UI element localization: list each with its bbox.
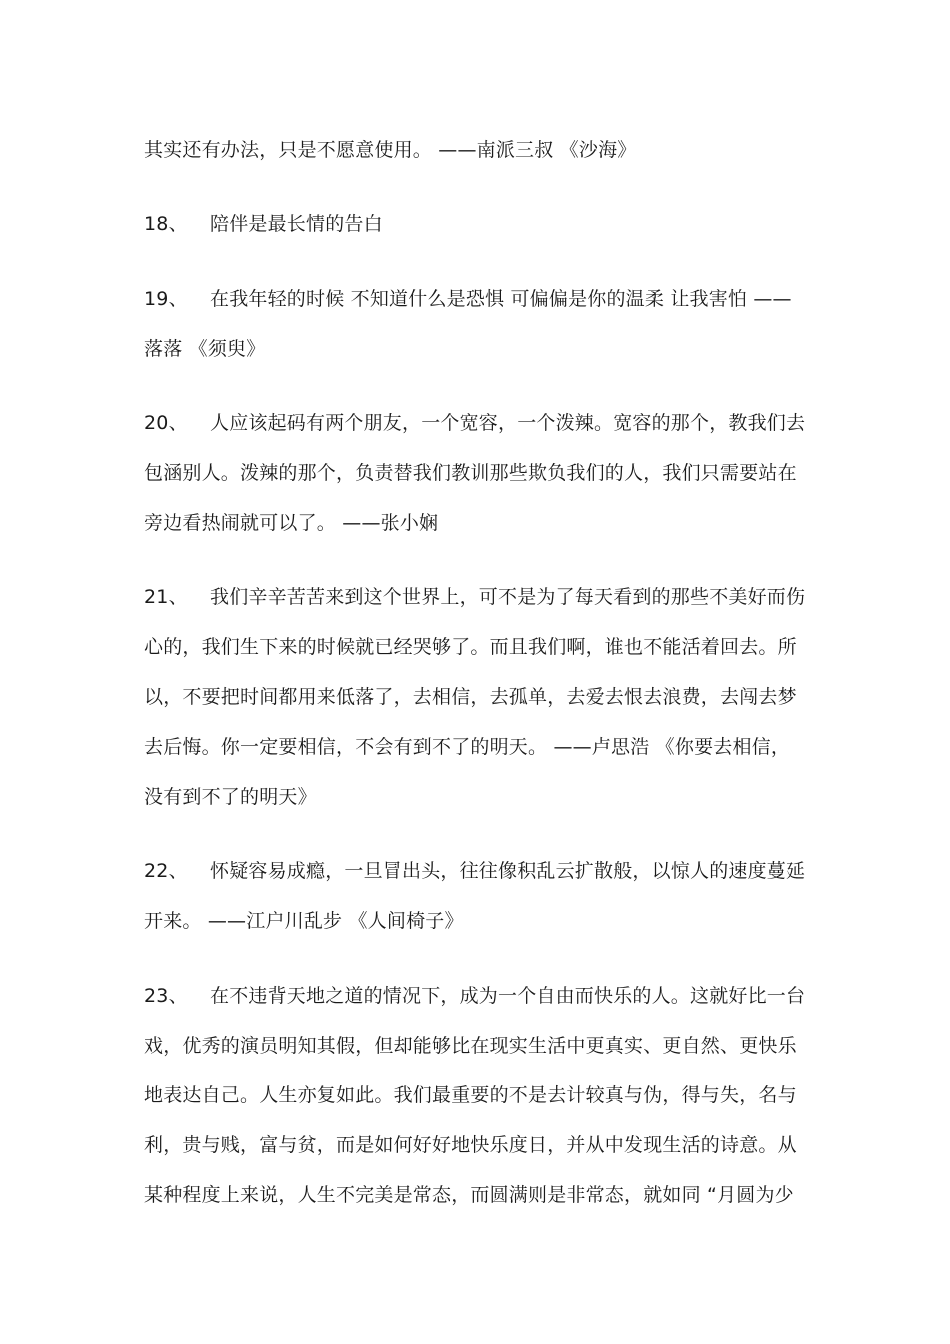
line-text: 陪伴是最长情的告白 (210, 213, 383, 235)
line-text: 去后悔。你一定要相信，不会有到不了的明天。 ——卢思浩 《你要去相信， (144, 736, 791, 758)
item-number: 22、 (144, 860, 188, 882)
line-text: 利，贵与贱，富与贫，而是如何好好地快乐度日，并从中发现生活的诗意。从 (144, 1134, 797, 1156)
text-line (144, 1083, 824, 1107)
list-item-18 (144, 212, 824, 236)
item-number: 20、 (144, 412, 188, 434)
text-line (144, 1034, 824, 1058)
item-number: 23、 (144, 985, 188, 1007)
list-item-22 (144, 859, 824, 883)
line-text: 没有到不了的明天》 (144, 786, 317, 808)
line-text: 以，不要把时间都用来低落了，去相信，去孤单，去爱去恨去浪费，去闯去梦 (144, 686, 797, 708)
line-text: 旁边看热闹就可以了。 ——张小娴 (144, 512, 439, 534)
line-text: 某种程度上来说，人生不完美是常态，而圆满则是非常态，就如同 “月圆为少 (144, 1184, 794, 1206)
list-item-21 (144, 585, 824, 609)
text-line (144, 138, 824, 162)
text-line (144, 685, 824, 709)
line-text: 人应该起码有两个朋友，一个宽容，一个泼辣。宽容的那个，教我们去 (210, 412, 806, 434)
list-item-20 (144, 411, 824, 435)
line-text: 怀疑容易成瘾，一旦冒出头，往往像积乱云扩散般，以惊人的速度蔓延 (210, 860, 806, 882)
text-line (144, 735, 824, 759)
text-line (144, 909, 824, 933)
line-text: 在不违背天地之道的情况下，成为一个自由而快乐的人。这就好比一台 (210, 985, 806, 1007)
text-line (144, 785, 824, 809)
text-line (144, 511, 824, 535)
text-line (144, 1183, 824, 1207)
line-text: 包涵别人。泼辣的那个，负责替我们教训那些欺负我们的人，我们只需要站在 (144, 462, 797, 484)
item-number: 18、 (144, 213, 188, 235)
line-text: 落落 《须臾》 (144, 338, 266, 360)
line-text: 戏，优秀的演员明知其假，但却能够比在现实生活中更真实、更自然、更快乐 (144, 1035, 797, 1057)
item-number: 19、 (144, 288, 188, 310)
line-text: 其实还有办法，只是不愿意使用。 ——南派三叔 《沙海》 (144, 139, 637, 161)
text-line (144, 461, 824, 485)
list-item-23 (144, 984, 824, 1008)
text-line (144, 337, 824, 361)
line-text: 心的，我们生下来的时候就已经哭够了。而且我们啊，谁也不能活着回去。所 (144, 636, 797, 658)
text-line (144, 1133, 824, 1157)
text-line (144, 635, 824, 659)
line-text: 我们辛辛苦苦来到这个世界上，可不是为了每天看到的那些不美好而伤 (210, 586, 806, 608)
line-text: 地表达自己。人生亦复如此。我们最重要的不是去计较真与伪，得与失，名与 (144, 1084, 797, 1106)
line-text: 在我年轻的时候 不知道什么是恐惧 可偏偏是你的温柔 让我害怕 —— (210, 288, 792, 310)
item-number: 21、 (144, 586, 188, 608)
list-item-19 (144, 287, 824, 311)
line-text: 开来。 ——江户川乱步 《人间椅子》 (144, 910, 464, 932)
